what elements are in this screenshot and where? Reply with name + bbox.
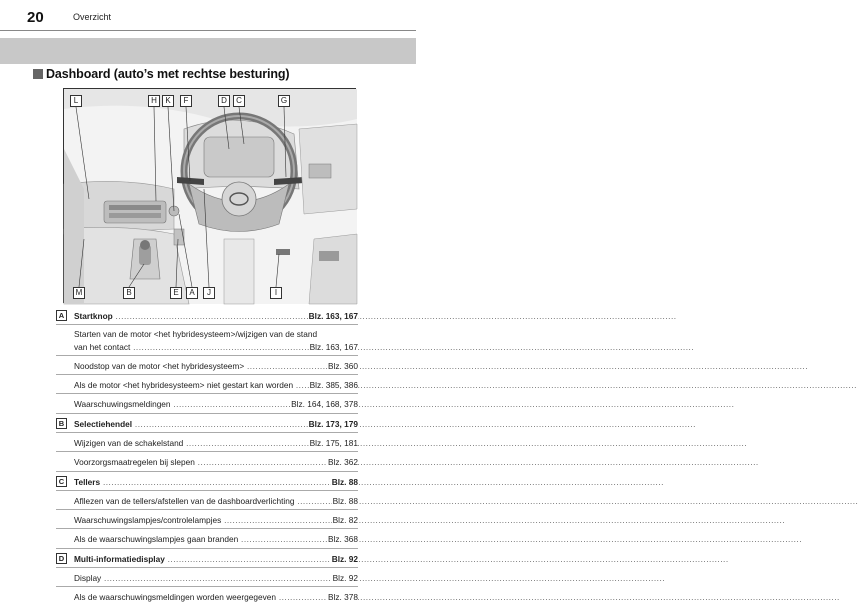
callout-H: H — [148, 95, 160, 107]
list-item — [56, 394, 358, 413]
group-A — [56, 306, 358, 414]
gray-band — [0, 38, 416, 64]
page-reference: Blz. 378 — [328, 592, 358, 602]
callout-G: G — [278, 95, 290, 107]
page-number: 20 — [27, 9, 44, 26]
dashboard-illustration — [63, 88, 356, 303]
group-D — [56, 549, 358, 606]
list-item — [56, 375, 358, 394]
item-text: Waarschuwingsmeldingen ..... — [74, 399, 318, 409]
page-reference: Blz. 360 — [328, 361, 358, 371]
dashboard-drawing — [64, 89, 357, 304]
page-reference: Blz. 88 — [331, 477, 358, 487]
callout-D: D — [218, 95, 230, 107]
header-rule — [0, 30, 416, 31]
section-heading — [33, 67, 290, 81]
page-reference: Blz. 164, 168, 378 — [291, 399, 358, 409]
group-B — [56, 414, 358, 472]
group-title-row — [56, 472, 358, 491]
group-title-row — [56, 414, 358, 433]
letter-box: A — [56, 310, 67, 321]
item-text: Als de waarschuwingslampjes gaan branden ..... — [74, 534, 318, 544]
callout-L: L — [70, 95, 82, 107]
list-item — [56, 325, 358, 356]
callout-C: C — [233, 95, 245, 107]
item-text: Afllezen van de tellers/afstellen van de dashboardverlichting ..... — [74, 496, 318, 506]
list-item — [56, 491, 358, 510]
list-item — [56, 587, 358, 606]
group-C — [56, 472, 358, 549]
section-name: Overzicht — [73, 12, 112, 22]
page-reference: Blz. 92 — [331, 554, 358, 564]
list-item — [56, 529, 358, 548]
item-text: Waarschuwingslampjes/controlelampjes ..... — [74, 515, 318, 525]
list-item — [56, 568, 358, 587]
reference-table — [56, 306, 358, 606]
item-text: Wijzigen van de schakelstand ..... — [74, 438, 318, 448]
item-text-line2: van het contact ..... — [74, 342, 318, 352]
page-reference: Blz. 173, 179 — [308, 419, 358, 429]
item-text: Als de waarschuwingsmeldingen worden weergegeven ..... — [74, 592, 318, 602]
page-reference: Blz. 88 — [332, 496, 358, 506]
page-reference: Blz. 92 — [332, 573, 358, 583]
item-text: Noodstop van de motor <het hybridesysteem> ..... — [74, 361, 318, 371]
callout-E: E — [170, 287, 182, 299]
callout-A: A — [186, 287, 198, 299]
group-title: Tellers ..... — [74, 477, 318, 487]
page-reference: Blz. 362 — [328, 457, 358, 467]
page-reference: Blz. 163, 167 — [309, 342, 358, 352]
page-reference: Blz. 82 — [332, 515, 358, 525]
letter-box: B — [56, 418, 67, 429]
callout-I: I — [270, 287, 282, 299]
group-title: Startknop ..... — [74, 311, 318, 321]
letter-box: C — [56, 476, 67, 487]
list-item — [56, 433, 358, 452]
callout-B: B — [123, 287, 135, 299]
list-item — [56, 356, 358, 375]
page-reference: Blz. 368 — [328, 534, 358, 544]
item-text: Display ..... — [74, 573, 318, 583]
page-reference: Blz. 175, 181 — [309, 438, 358, 448]
group-title: Multi-informatiedisplay ..... — [74, 554, 318, 564]
item-text: Als de motor <het hybridesysteem> niet gestart kan worden ..... — [74, 380, 318, 390]
group-title-row — [56, 306, 358, 325]
item-text-line1: Starten van de motor <het hybridesysteem>/wijzigen van de stand — [74, 329, 318, 339]
item-text: Voorzorgsmaatregelen bij slepen ..... — [74, 457, 318, 467]
page-reference: Blz. 385, 386 — [309, 380, 358, 390]
callout-K: K — [162, 95, 174, 107]
callout-F: F — [180, 95, 192, 107]
letter-box: D — [56, 553, 67, 564]
group-title: Selectiehendel ..... — [74, 419, 318, 429]
list-item — [56, 510, 358, 529]
callout-J: J — [203, 287, 215, 299]
heading-text: Dashboard (auto’s met rechtse besturing) — [46, 67, 290, 81]
group-title-row — [56, 549, 358, 568]
page-reference: Blz. 163, 167 — [308, 311, 358, 321]
callout-M: M — [73, 287, 85, 299]
list-item — [56, 452, 358, 471]
heading-square-icon — [33, 69, 43, 79]
